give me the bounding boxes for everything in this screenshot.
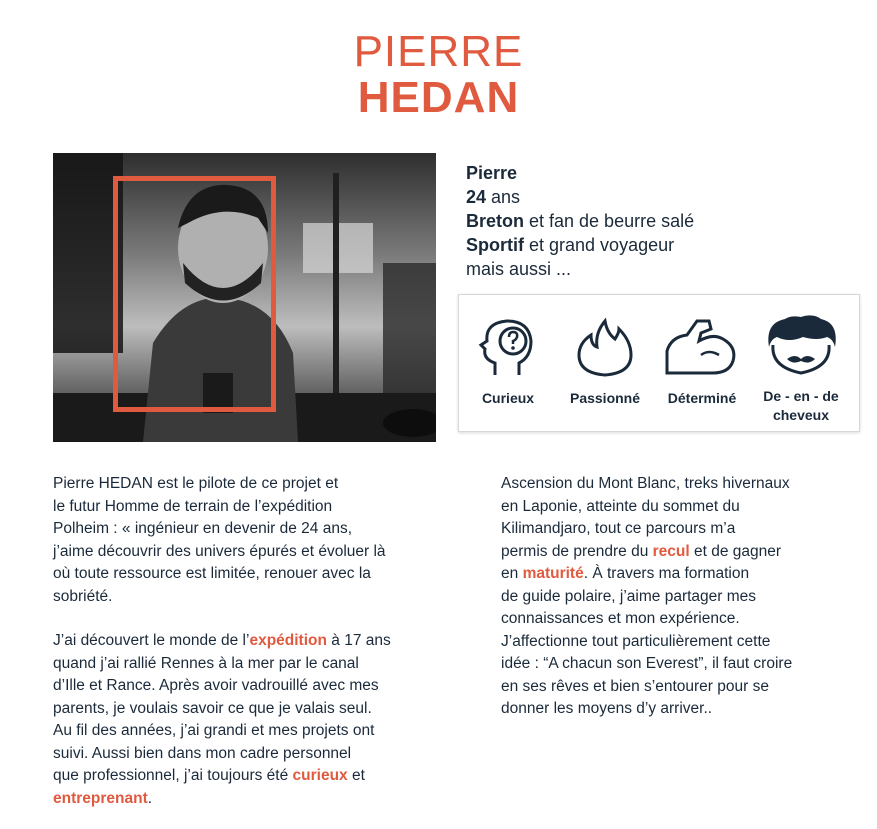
- text-line: donner les moyens d’y arriver..: [501, 700, 713, 717]
- trait-label: Curieux: [481, 390, 535, 406]
- text-segment: que professionnel, j’ai toujours été: [53, 767, 293, 784]
- left-paragraph-1: [53, 473, 453, 608]
- text-segment: et de gagner: [689, 542, 782, 560]
- intro-sport-bold: Sportif: [466, 235, 524, 255]
- text-line: parents, je voulais savoir ce que je valais seul.: [53, 699, 372, 717]
- curious-head-icon: [473, 315, 543, 379]
- trait-curious: [473, 315, 543, 408]
- title-first-name: PIERRE: [353, 27, 524, 76]
- intro-age-value: 24: [466, 187, 487, 207]
- text-line: j’aime découvrir des univers épurés et évoluer là: [53, 542, 386, 560]
- highlight-curious: curieux: [292, 767, 348, 784]
- text-line: suivi. Aussi bien dans mon cadre personnel: [53, 744, 352, 762]
- text-line: [501, 541, 851, 564]
- text-line: [501, 563, 851, 586]
- text-line: Ascension du Mont Blanc, treks hivernaux: [501, 475, 790, 492]
- trait-determined: [657, 315, 747, 408]
- text-segment: . À travers ma formation: [583, 565, 750, 582]
- text-line: en Laponie, atteinte du sommet du: [501, 497, 740, 515]
- photo-highlight-frame: [113, 176, 276, 412]
- text-line: [53, 630, 453, 653]
- trait-label-line2: cheveux: [772, 407, 830, 423]
- text-segment: en: [501, 565, 523, 582]
- flexed-arm-icon: [657, 315, 747, 379]
- text-line: le futur Homme de terrain de l’expédition: [53, 497, 333, 515]
- intro-name: Pierre: [466, 163, 518, 183]
- text-line: Au fil des années, j’ai grandi et mes projets ont: [53, 722, 375, 739]
- trait-passionate: [557, 315, 653, 408]
- traits-panel: [458, 294, 860, 432]
- highlight-recul: recul: [652, 542, 690, 560]
- intro-more: mais aussi ...: [466, 259, 572, 279]
- left-column: [53, 473, 453, 810]
- text-segment: J’ai découvert le monde de l’: [53, 632, 250, 649]
- title-last-name: HEDAN: [357, 73, 520, 122]
- text-line: sobriété.: [53, 587, 113, 605]
- text-line: de guide polaire, j’aime partager mes: [501, 587, 757, 605]
- text-segment: permis de prendre du: [501, 542, 653, 560]
- text-line: Polheim : « ingénieur en devenir de 24 ans,: [53, 520, 353, 537]
- text-segment: et: [347, 767, 365, 784]
- trait-label: Déterminé: [667, 390, 737, 406]
- highlight-expedition: expédition: [249, 632, 327, 649]
- text-line: [53, 765, 453, 788]
- text-line: [53, 788, 453, 811]
- text-line: J’affectionne tout particulièrement cette: [501, 632, 771, 650]
- right-column: [501, 473, 851, 721]
- highlight-maturite: maturité: [522, 565, 584, 582]
- intro-origin-bold: Breton: [466, 211, 524, 231]
- text-line: d’Ille et Rance. Après avoir vadrouillé avec mes: [53, 677, 379, 694]
- text-line: idée : “A chacun son Everest”, il faut croire: [501, 655, 793, 672]
- text-segment: .: [147, 789, 153, 807]
- intro-age-unit: ans: [486, 187, 521, 207]
- trait-hair: [751, 313, 851, 425]
- text-line: connaissances et mon expérience.: [501, 610, 740, 627]
- trait-label: Passionné: [569, 390, 641, 406]
- text-line: quand j’ai rallié Rennes à la mer par le canal: [53, 654, 359, 672]
- intro-sport-rest: et grand voyageur: [524, 235, 675, 255]
- hair-mustache-icon: [751, 313, 851, 379]
- text-line: Kilimandjaro, tout ce parcours m’a: [501, 520, 736, 537]
- intro-block: [466, 161, 694, 281]
- text-line: Pierre HEDAN est le pilote de ce projet et: [53, 475, 339, 492]
- text-line: où toute ressource est limitée, renouer avec la: [53, 565, 371, 582]
- intro-origin-rest: et fan de beurre salé: [524, 211, 695, 231]
- highlight-entrepreneur: entreprenant: [53, 789, 148, 807]
- trait-label-line1: De - en - de: [763, 388, 839, 404]
- flame-icon: [557, 315, 653, 379]
- text-line: en ses rêves et bien s’entourer pour se: [501, 677, 769, 695]
- text-segment: à 17 ans: [326, 632, 391, 649]
- left-paragraph-2: [53, 630, 453, 810]
